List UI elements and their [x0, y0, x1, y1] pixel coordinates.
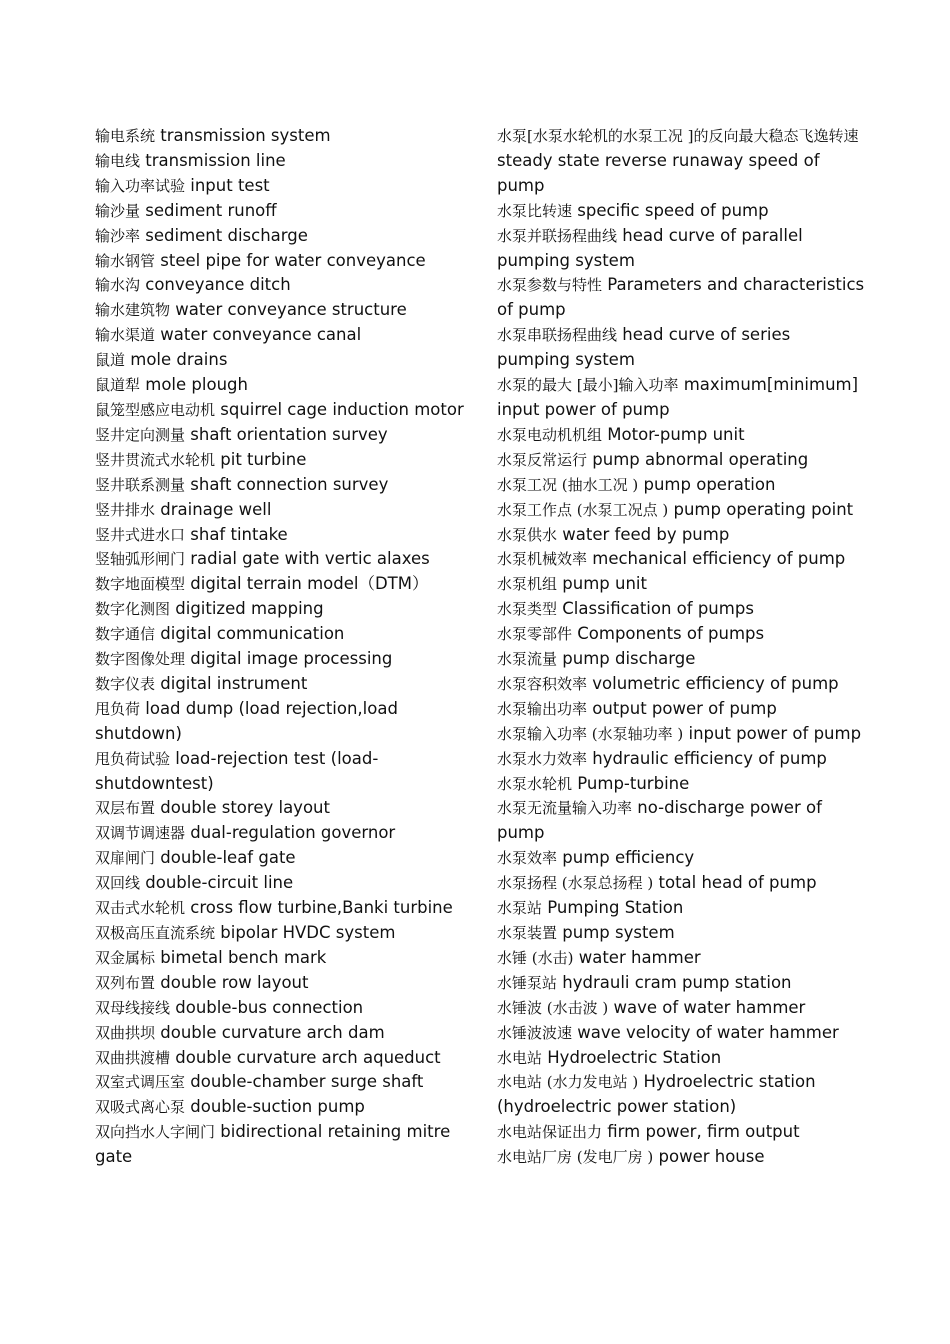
term-chinese: 输电系统: [95, 127, 156, 145]
glossary-entry: [95, 199, 473, 224]
term-chinese: 水泵装置: [497, 924, 558, 942]
glossary-entry: [95, 821, 473, 846]
glossary-entry: [95, 622, 473, 647]
term-chinese: 数字通信: [95, 625, 156, 644]
term-chinese: 输水沟: [95, 276, 141, 295]
term-english: steel pipe for water conveyance: [160, 250, 426, 270]
term-english: hydraulic efficiency of pump: [592, 748, 827, 768]
glossary-entry: [95, 1046, 473, 1071]
term-english: firm power, firm output: [607, 1122, 800, 1142]
term-english: digital communication: [160, 624, 345, 644]
term-chinese: 水泵并联扬程曲线: [497, 226, 618, 245]
term-english: mole plough: [145, 375, 248, 395]
term-chinese: 甩负荷试验: [95, 749, 171, 768]
glossary-entry: [95, 174, 473, 199]
glossary-entry: [497, 772, 867, 797]
term-english: mechanical efficiency of pump: [592, 549, 846, 569]
glossary-entry: [497, 199, 867, 224]
glossary-entry: [95, 273, 473, 298]
glossary-entry: [497, 1021, 867, 1046]
term-chinese: 竖井定向测量: [95, 425, 186, 444]
term-chinese: 水泵输出功率: [497, 699, 588, 718]
term-chinese: 水电站保证出力: [497, 1123, 603, 1142]
term-chinese: 竖井排水: [95, 500, 156, 519]
term-chinese: 水电站厂房 (发电厂房 ): [497, 1148, 654, 1167]
glossary-entry: [497, 523, 867, 548]
term-chinese: 双曲拱渡槽: [95, 1048, 171, 1067]
term-english: pump system: [562, 923, 675, 942]
glossary-entry: [497, 224, 867, 274]
term-english: double-leaf gate: [160, 848, 296, 868]
term-english: digital image processing: [190, 649, 393, 669]
glossary-entry: [497, 722, 867, 747]
term-chinese: 输沙率: [95, 226, 141, 245]
term-chinese: 双金属标: [95, 948, 156, 967]
glossary-entry: [497, 697, 867, 722]
glossary-entry: [95, 1120, 473, 1170]
glossary-entry: [497, 124, 867, 199]
term-chinese: 水泵水力效率: [497, 749, 588, 768]
term-english: cross flow turbine,Banki turbine: [190, 898, 453, 918]
term-english: Parameters and characteristics of pump: [497, 275, 865, 320]
term-chinese: 双调节调速器: [95, 824, 186, 843]
glossary-entry: [95, 871, 473, 896]
term-chinese: 水泵水轮机: [497, 774, 573, 793]
glossary-entry: [95, 846, 473, 871]
glossary-entry: [95, 149, 473, 174]
term-chinese: 水泵站: [497, 899, 543, 918]
term-chinese: 双曲拱坝: [95, 1023, 156, 1042]
term-english: transmission system: [160, 126, 331, 145]
term-chinese: 水锤波 (水击波 ): [497, 998, 609, 1017]
term-chinese: 水锤 (水击): [497, 948, 574, 967]
glossary-entry: [95, 1095, 473, 1120]
term-chinese: 双极高压直流系统: [95, 924, 216, 942]
term-chinese: 水泵工况 (抽水工况 ): [497, 475, 639, 494]
term-english: transmission line: [145, 150, 286, 170]
term-chinese: 双击式水轮机: [95, 899, 186, 918]
glossary-entry: [497, 473, 867, 498]
term-english: double curvature arch dam: [160, 1022, 385, 1042]
glossary-right-column: [497, 124, 867, 1170]
glossary-entry: [497, 996, 867, 1021]
term-chinese: 竖井式进水口: [95, 525, 186, 544]
glossary-entry: [95, 298, 473, 323]
term-english: double curvature arch aqueduct: [175, 1047, 441, 1067]
glossary-entry: [497, 1120, 867, 1145]
glossary-entry: [95, 124, 473, 149]
term-english: head curve of parallel pumping system: [497, 225, 803, 270]
term-english: maximum[minimum] input power of pump: [497, 375, 859, 419]
term-chinese: 输沙量: [95, 201, 141, 220]
term-chinese: 水泵串联扬程曲线: [497, 326, 618, 345]
glossary-entry: [497, 946, 867, 971]
term-english: load dump (load rejection,load shutdown): [95, 698, 398, 743]
glossary-entry: [497, 871, 867, 896]
term-chinese: 水泵电动机机组: [497, 425, 603, 444]
glossary-entry: [95, 323, 473, 348]
glossary-entry: [497, 796, 867, 846]
term-chinese: 数字地面模型: [95, 575, 186, 594]
term-english: water conveyance canal: [160, 325, 362, 345]
glossary-entry: [95, 896, 473, 921]
term-english: Hydroelectric Station: [547, 1047, 722, 1067]
term-english: wave of water hammer: [613, 997, 806, 1017]
glossary-entry: [497, 921, 867, 946]
term-chinese: 输水钢管: [95, 251, 156, 270]
term-chinese: 数字化测图: [95, 600, 171, 619]
term-english: specific speed of pump: [577, 200, 769, 220]
term-english: input test: [190, 175, 270, 195]
glossary-entry: [95, 996, 473, 1021]
glossary-entry: [95, 547, 473, 572]
glossary-entry: [95, 423, 473, 448]
term-english: pump efficiency: [562, 848, 695, 868]
term-chinese: 输入功率试验: [95, 176, 186, 195]
glossary-entry: [497, 896, 867, 921]
term-english: Motor-pump unit: [607, 424, 745, 444]
term-english: input power of pump: [688, 723, 862, 743]
term-chinese: 水泵比转速: [497, 201, 573, 220]
term-english: double storey layout: [160, 798, 330, 818]
term-english: double-bus connection: [175, 997, 364, 1017]
term-chinese: 水泵反常运行: [497, 450, 588, 469]
term-english: no-discharge power of pump: [497, 798, 822, 843]
term-chinese: 水泵的最大 [最小]输入功率: [497, 376, 679, 395]
term-english: total head of pump: [658, 873, 817, 893]
glossary-entry: [95, 697, 473, 747]
glossary-entry: [95, 473, 473, 498]
term-english: shaft connection survey: [190, 474, 389, 494]
glossary-entry: [497, 498, 867, 523]
glossary-entry: [95, 249, 473, 274]
term-english: pump discharge: [562, 649, 696, 669]
glossary-left-column: [95, 124, 473, 1170]
term-chinese: 输电线: [95, 151, 141, 170]
term-english: water conveyance structure: [175, 300, 407, 320]
glossary-entry: [95, 373, 473, 398]
term-english: pump unit: [562, 574, 647, 594]
term-english: power house: [658, 1147, 765, 1167]
term-chinese: 双向挡水人字闸门: [95, 1123, 216, 1142]
term-chinese: 水泵类型: [497, 600, 558, 619]
term-chinese: 数字仪表: [95, 674, 156, 693]
term-chinese: 输水建筑物: [95, 301, 171, 320]
glossary-entry: [95, 971, 473, 996]
term-english: shaf tintake: [190, 524, 288, 544]
term-english: digitized mapping: [175, 599, 324, 619]
term-english: Components of pumps: [577, 624, 765, 644]
glossary-entry: [95, 921, 473, 946]
term-english: hydrauli cram pump station: [562, 972, 792, 992]
term-english: bidirectional retaining mitre gate: [95, 1122, 451, 1167]
term-english: sediment runoff: [145, 200, 277, 220]
glossary-entry: [497, 971, 867, 996]
term-english: pump abnormal operating: [592, 449, 809, 469]
term-chinese: 水泵[水泵水轮机的水泵工况 ]的反向最大稳态飞逸转速: [497, 127, 859, 145]
glossary-entry: [95, 572, 473, 597]
term-english: double row layout: [160, 972, 309, 992]
term-chinese: 鼠道: [95, 351, 126, 370]
glossary-entry: [95, 498, 473, 523]
term-chinese: 水泵输入功率 (水泵轴功率 ): [497, 724, 684, 743]
term-english: double-chamber surge shaft: [190, 1072, 424, 1092]
term-chinese: 水锤泵站: [497, 973, 558, 992]
term-chinese: 双层布置: [95, 799, 156, 818]
term-english: output power of pump: [592, 698, 777, 718]
glossary-entry: [497, 448, 867, 473]
term-english: head curve of series pumping system: [497, 325, 791, 370]
glossary-entry: [95, 946, 473, 971]
glossary-entry: [95, 448, 473, 473]
term-english: pump operating point: [673, 499, 854, 519]
term-english: double-suction pump: [190, 1097, 365, 1117]
term-english: pump operation: [643, 474, 776, 494]
term-english: Hydroelectric station (hydroelectric power station): [497, 1072, 816, 1117]
term-english: water feed by pump: [562, 524, 730, 544]
glossary-entry: [497, 547, 867, 572]
term-english: pit turbine: [220, 449, 307, 469]
glossary-entry: [497, 1046, 867, 1071]
term-chinese: 水泵效率: [497, 849, 558, 868]
term-chinese: 双扉闸门: [95, 849, 156, 868]
term-english: Classification of pumps: [562, 599, 754, 619]
term-chinese: 输水渠道: [95, 326, 156, 345]
glossary-entry: [497, 572, 867, 597]
term-chinese: 水泵参数与特性: [497, 276, 603, 295]
term-english: Pumping Station: [547, 898, 684, 918]
term-chinese: 双回线: [95, 874, 141, 893]
term-english: mole drains: [130, 350, 228, 370]
glossary-entry: [95, 398, 473, 423]
term-english: digital terrain model（DTM）: [190, 574, 429, 594]
term-chinese: 水泵容积效率: [497, 674, 588, 693]
term-english: steady state reverse runaway speed of pump: [497, 150, 820, 195]
term-english: bimetal bench mark: [160, 947, 327, 967]
glossary-entry: [95, 348, 473, 373]
glossary-entry: [497, 1145, 867, 1170]
term-chinese: 竖井贯流式水轮机: [95, 450, 216, 469]
glossary-entry: [497, 273, 867, 323]
glossary-entry: [95, 523, 473, 548]
term-english: bipolar HVDC system: [220, 923, 396, 942]
glossary-entry: [95, 747, 473, 797]
glossary-entry: [95, 672, 473, 697]
glossary-entry: [497, 597, 867, 622]
term-chinese: 水泵无流量输入功率: [497, 799, 633, 818]
term-chinese: 数字图像处理: [95, 650, 186, 669]
term-english: conveyance ditch: [145, 275, 291, 295]
glossary-entry: [95, 647, 473, 672]
glossary-entry: [95, 796, 473, 821]
term-english: radial gate with vertic alaxes: [190, 549, 430, 569]
term-chinese: 水锤波波速: [497, 1023, 573, 1042]
term-chinese: 水泵机组: [497, 575, 558, 594]
term-chinese: 水泵供水: [497, 525, 558, 544]
term-chinese: 水泵零部件: [497, 625, 573, 644]
term-chinese: 甩负荷: [95, 699, 141, 718]
glossary-entry: [497, 647, 867, 672]
term-english: load-rejection test (load-shutdowntest): [95, 748, 379, 793]
term-chinese: 水泵工作点 (水泵工况点 ): [497, 500, 669, 519]
glossary-entry: [497, 846, 867, 871]
term-english: sediment discharge: [145, 225, 308, 245]
glossary-entry: [497, 323, 867, 373]
glossary-entry: [497, 373, 867, 423]
term-chinese: 水电站 (水力发电站 ): [497, 1073, 639, 1092]
term-english: digital instrument: [160, 673, 308, 693]
glossary-entry: [95, 1021, 473, 1046]
term-chinese: 竖轴弧形闸门: [95, 550, 186, 569]
term-chinese: 双母线接线: [95, 998, 171, 1017]
glossary-entry: [95, 224, 473, 249]
glossary-entry: [95, 597, 473, 622]
glossary-entry: [497, 672, 867, 697]
term-chinese: 竖井联系测量: [95, 475, 186, 494]
glossary-entry: [95, 1070, 473, 1095]
term-chinese: 双列布置: [95, 973, 156, 992]
term-english: water hammer: [578, 947, 701, 967]
term-chinese: 鼠道犁: [95, 376, 141, 395]
term-english: squirrel cage induction motor: [220, 399, 464, 419]
term-english: dual-regulation governor: [190, 823, 396, 843]
term-english: drainage well: [160, 499, 272, 519]
glossary-entry: [497, 747, 867, 772]
term-english: Pump-turbine: [577, 773, 690, 793]
term-chinese: 双吸式离心泵: [95, 1098, 186, 1117]
term-chinese: 水泵扬程 (水泵总扬程 ): [497, 874, 654, 893]
term-english: double-circuit line: [145, 873, 294, 893]
glossary-entry: [497, 622, 867, 647]
term-chinese: 水泵流量: [497, 650, 558, 669]
term-english: shaft orientation survey: [190, 424, 388, 444]
term-english: volumetric efficiency of pump: [592, 673, 839, 693]
term-chinese: 双室式调压室: [95, 1073, 186, 1092]
term-chinese: 鼠笼型感应电动机: [95, 400, 216, 419]
glossary-entry: [497, 1070, 867, 1120]
term-chinese: 水电站: [497, 1048, 543, 1067]
term-chinese: 水泵机械效率: [497, 550, 588, 569]
term-english: wave velocity of water hammer: [577, 1022, 839, 1042]
glossary-entry: [497, 423, 867, 448]
